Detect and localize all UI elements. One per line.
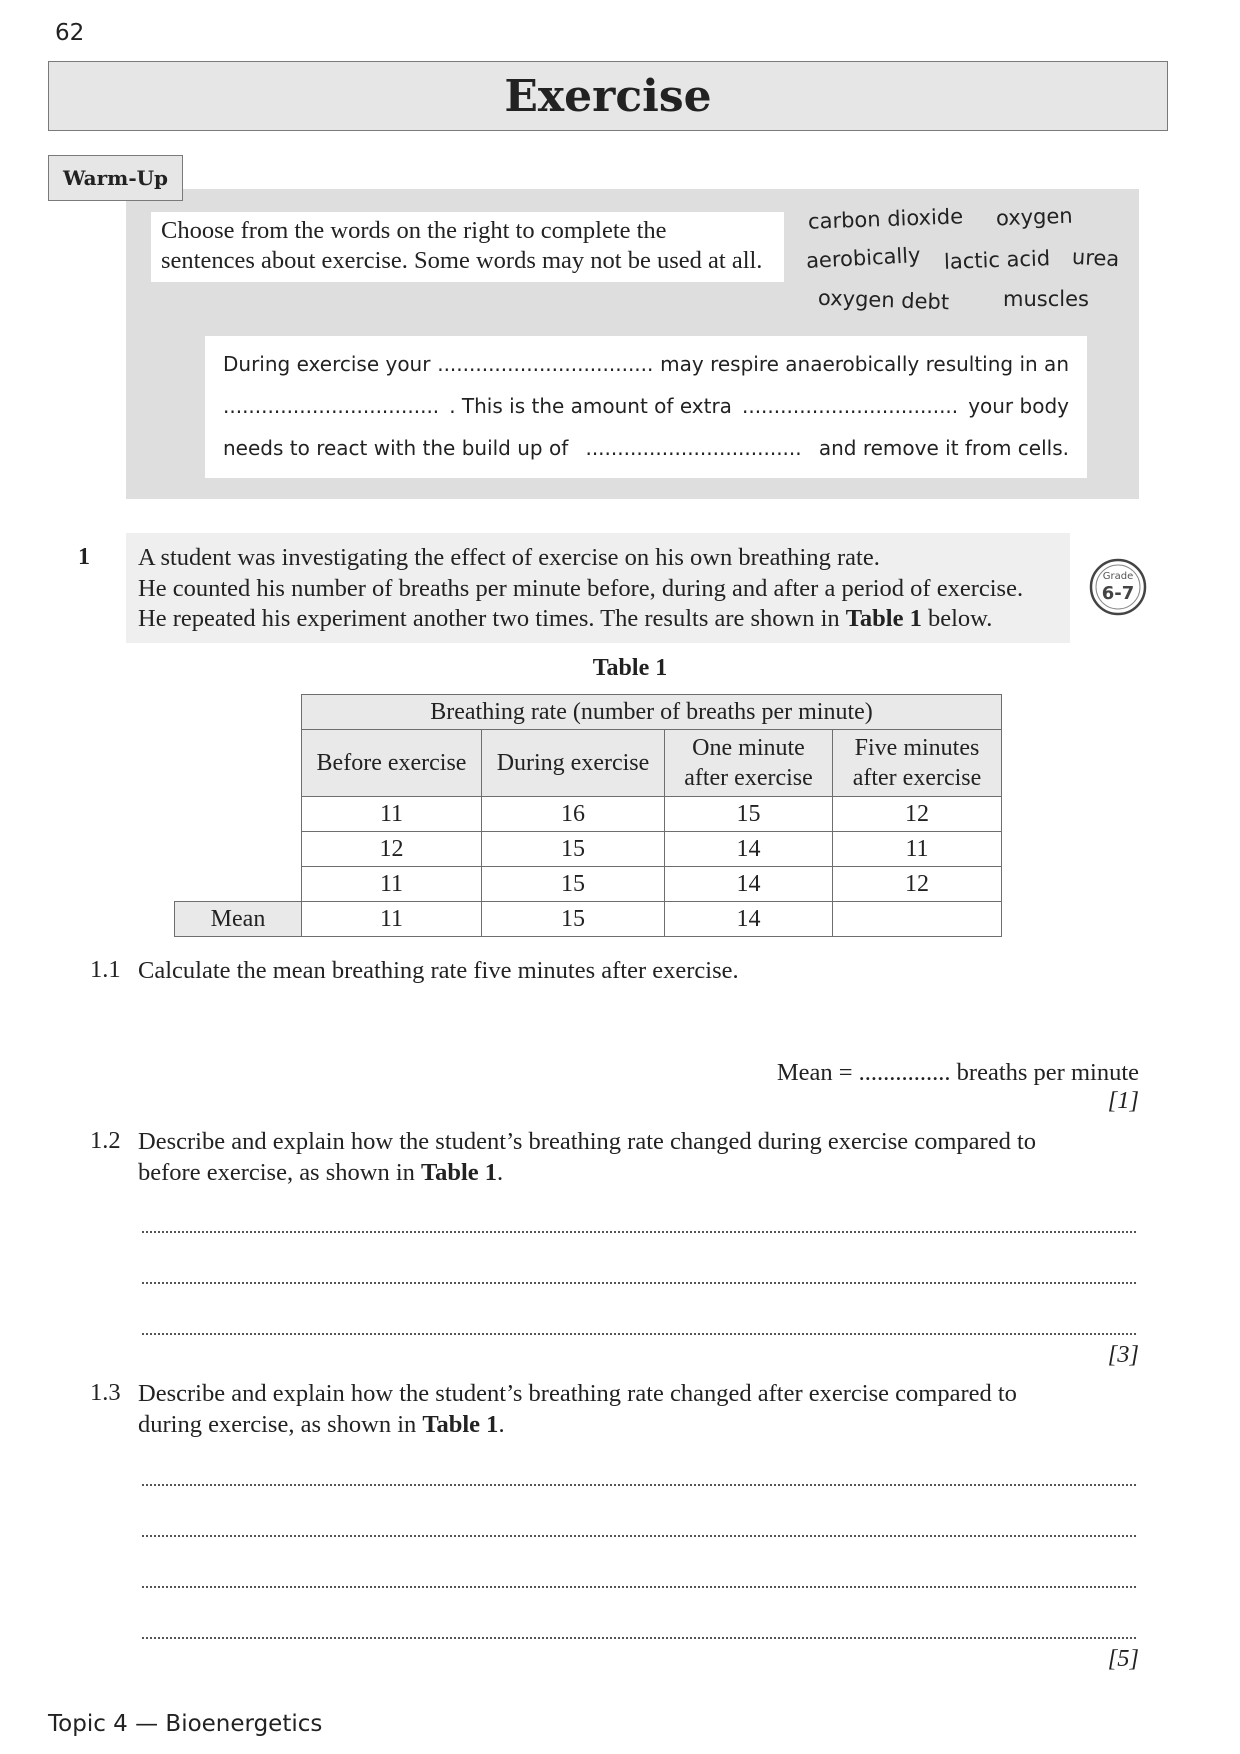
mean-answer-line bbox=[777, 1059, 1139, 1087]
header-line: Five minutes bbox=[854, 735, 980, 761]
sentence-line bbox=[223, 436, 1069, 460]
part-text bbox=[138, 1379, 1098, 1440]
intro-line: He counted his number of breaths per minute before, during and after a period of exercise. bbox=[138, 574, 1024, 602]
part-text-segment: before exercise, as shown in bbox=[138, 1158, 422, 1186]
word-option: muscles bbox=[1003, 287, 1089, 311]
mean-cell: 14 bbox=[665, 902, 833, 937]
answer-prefix: Mean = bbox=[776, 1059, 859, 1086]
answer-blank[interactable]: ............... bbox=[858, 1059, 951, 1086]
page-title-bar bbox=[48, 61, 1168, 131]
table-cell: 16 bbox=[482, 797, 665, 832]
sentence-text: During exercise your bbox=[223, 352, 431, 376]
row-label bbox=[175, 832, 302, 867]
column-header-one-minute bbox=[665, 730, 833, 797]
answer-line[interactable] bbox=[142, 1282, 1136, 1284]
table-cell: 14 bbox=[665, 832, 833, 867]
answer-line[interactable] bbox=[142, 1484, 1136, 1486]
warmup-tab: Warm-Up bbox=[48, 155, 183, 201]
header-line: after exercise bbox=[684, 765, 813, 791]
answer-suffix: breaths per minute bbox=[950, 1059, 1139, 1086]
table-span-header: Breathing rate (number of breaths per minute) bbox=[302, 695, 1002, 730]
column-header-five-minutes bbox=[833, 730, 1002, 797]
intro-line bbox=[138, 604, 1058, 635]
part-text-line bbox=[138, 1410, 1098, 1441]
part-text-line: Describe and explain how the student’s breathing rate changed after exercise compared to bbox=[138, 1380, 1017, 1407]
table-row bbox=[175, 832, 1002, 867]
answer-line[interactable] bbox=[142, 1586, 1136, 1588]
mean-cell: 11 bbox=[302, 902, 482, 937]
part-text-segment: . bbox=[498, 1410, 505, 1438]
intro-line: A student was investigating the effect of exercise on his own breathing rate. bbox=[138, 544, 880, 571]
marks-label: [1] bbox=[1107, 1087, 1139, 1114]
part-text bbox=[138, 1127, 1098, 1188]
marks-label: [5] bbox=[1107, 1645, 1139, 1672]
grade-value: 6-7 bbox=[1101, 583, 1135, 604]
intro-text: below. bbox=[921, 605, 993, 632]
part-text-line: Describe and explain how the student’s breathing rate changed during exercise compared to bbox=[138, 1128, 1037, 1155]
sentence-line bbox=[223, 352, 1069, 376]
table-header-row bbox=[175, 695, 1002, 730]
table-cell: 15 bbox=[665, 797, 833, 832]
table-cell: 11 bbox=[833, 832, 1002, 867]
answer-line[interactable] bbox=[142, 1637, 1136, 1639]
question-number: 1 bbox=[78, 544, 90, 570]
mean-label: Mean bbox=[175, 902, 302, 937]
table-row bbox=[175, 867, 1002, 902]
intro-text: He repeated his experiment another two times. The results are shown in bbox=[138, 605, 846, 632]
instruction-line: sentences about exercise. Some words may not be used at all. bbox=[161, 247, 763, 274]
table-corner bbox=[175, 730, 302, 797]
column-header-during: During exercise bbox=[482, 730, 665, 797]
answer-line[interactable] bbox=[142, 1231, 1136, 1233]
part-text-segment: . bbox=[497, 1158, 504, 1186]
word-option: lactic acid bbox=[943, 246, 1051, 274]
instruction-line: Choose from the words on the right to complete the bbox=[161, 217, 667, 244]
table-row bbox=[175, 797, 1002, 832]
word-option: oxygen debt bbox=[817, 285, 950, 315]
table-cell: 11 bbox=[302, 867, 482, 902]
table-corner bbox=[175, 695, 302, 730]
table-header-row bbox=[175, 730, 1002, 797]
answer-line[interactable] bbox=[142, 1535, 1136, 1537]
word-option: oxygen bbox=[995, 203, 1074, 231]
word-option: aerobically bbox=[805, 243, 922, 273]
part-text-segment: during exercise, as shown in bbox=[138, 1410, 423, 1438]
sentence-line bbox=[223, 394, 1069, 418]
sentence-text: needs to react with the build up of bbox=[223, 436, 569, 460]
page-number: 62 bbox=[55, 20, 85, 46]
breathing-rate-table bbox=[174, 694, 1002, 937]
answer-blank[interactable]: .................................. bbox=[437, 352, 654, 376]
header-line: One minute bbox=[692, 735, 805, 761]
part-number: 1.2 bbox=[90, 1127, 121, 1154]
word-option: carbon dioxide bbox=[807, 204, 964, 234]
row-label bbox=[175, 867, 302, 902]
marks-label: [3] bbox=[1107, 1341, 1139, 1368]
mean-answer-cell[interactable] bbox=[833, 902, 1002, 937]
grade-badge-icon bbox=[1088, 557, 1148, 617]
answer-blank[interactable]: .................................. bbox=[585, 436, 802, 460]
answer-blank[interactable]: .................................. bbox=[741, 394, 959, 418]
table-cell: 14 bbox=[665, 867, 833, 902]
table-cell: 12 bbox=[302, 832, 482, 867]
table-reference: Table 1 bbox=[422, 1410, 499, 1438]
page-footer: Topic 4 — Bioenergetics bbox=[48, 1711, 323, 1737]
sentence-text: and remove it from cells. bbox=[818, 436, 1069, 460]
column-header-before: Before exercise bbox=[302, 730, 482, 797]
answer-line[interactable] bbox=[142, 1333, 1136, 1335]
part-number: 1.1 bbox=[90, 956, 121, 983]
header-line: after exercise bbox=[852, 765, 982, 791]
table-cell: 12 bbox=[833, 867, 1002, 902]
grade-label: Grade bbox=[1102, 571, 1134, 582]
table-caption: Table 1 bbox=[592, 655, 668, 681]
sentence-text: may respire anaerobically resulting in an bbox=[660, 352, 1069, 376]
warmup-instructions bbox=[151, 212, 784, 282]
answer-blank[interactable]: .................................. bbox=[223, 394, 440, 418]
table-cell: 15 bbox=[482, 867, 665, 902]
row-label bbox=[175, 797, 302, 832]
part-text: Calculate the mean breathing rate five minutes after exercise. bbox=[138, 957, 739, 984]
table-cell: 15 bbox=[482, 832, 665, 867]
question-intro bbox=[126, 533, 1070, 643]
mean-cell: 15 bbox=[482, 902, 665, 937]
part-text-line bbox=[138, 1158, 1098, 1189]
table-cell: 12 bbox=[833, 797, 1002, 832]
table-cell: 11 bbox=[302, 797, 482, 832]
sentence-text: . This is the amount of extra bbox=[449, 394, 732, 418]
warmup-sentence-box bbox=[205, 336, 1087, 478]
page-title: Exercise bbox=[504, 70, 712, 122]
table-reference: Table 1 bbox=[845, 605, 922, 632]
table-reference: Table 1 bbox=[421, 1158, 498, 1186]
table-mean-row bbox=[175, 902, 1002, 937]
sentence-text: your body bbox=[968, 394, 1069, 418]
part-number: 1.3 bbox=[90, 1379, 121, 1406]
word-option: urea bbox=[1071, 244, 1120, 272]
